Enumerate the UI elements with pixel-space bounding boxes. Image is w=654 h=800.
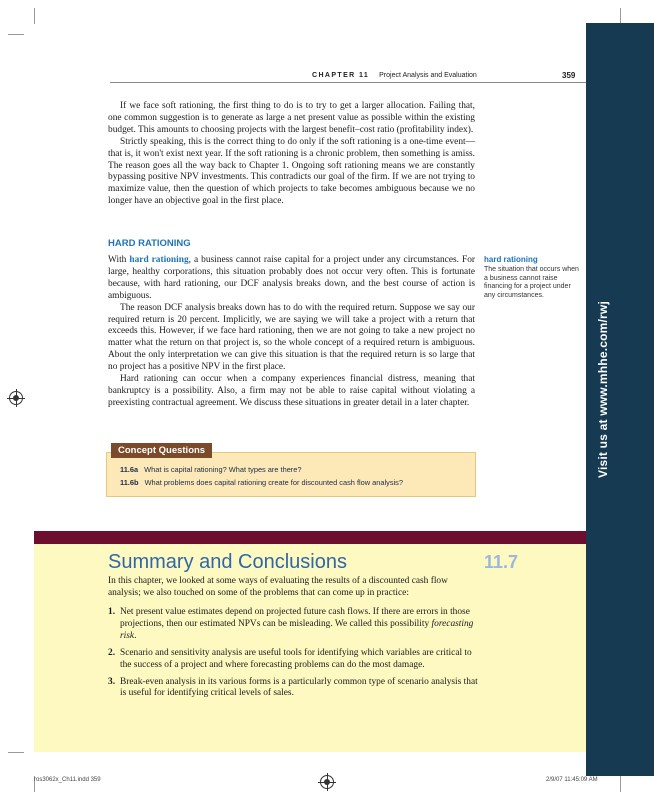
crop-mark bbox=[8, 34, 24, 35]
registration-mark-icon bbox=[320, 775, 334, 789]
summary-title: Summary and Conclusions bbox=[108, 551, 347, 573]
crop-mark bbox=[34, 8, 35, 24]
slug-timestamp: 2/9/07 11:45:09 AM bbox=[546, 777, 598, 783]
registration-mark-icon bbox=[9, 391, 23, 405]
list-number: 3. bbox=[108, 676, 116, 687]
section-heading-hard-rationing: HARD RATIONING bbox=[108, 238, 191, 249]
chapter-title: Project Analysis and Evaluation bbox=[379, 72, 477, 79]
paragraph: If we face soft rationing, the first thing to do is to try to get a larger allocation. Failing that, one common suggestion is to generate as large a net present value as possible within the existing budget. This amounts to choosing projects with the largest benefit–cost ratio (profitability index). bbox=[108, 101, 475, 135]
soft-rationing-text bbox=[108, 101, 475, 208]
question-text: What problems does capital rationing create for discounted cash flow analysis? bbox=[144, 478, 403, 487]
running-head bbox=[312, 72, 477, 79]
list-text: Net present value estimates depend on projected future cash flows. If there are errors in those projections, then our estimated NPVs can be misleading. We called this possibility bbox=[120, 607, 470, 629]
crop-mark bbox=[8, 752, 24, 753]
summary-intro: In this chapter, we looked at some ways of evaluating the results of a discounted cash flow analysis; we also touched on some of the problems that can come up in practice: bbox=[108, 576, 448, 598]
list-tail: . bbox=[134, 630, 137, 641]
list-emphasis: forecasting risk bbox=[120, 618, 474, 641]
paragraph-rest: , a business cannot raise capital for a project under any circumstances. For large, healthy corporations, this situation probably does not occur very often. This is fortunate because, with hard rationing, our DCF analysis breaks down, and the best course of action is ambiguous. bbox=[108, 255, 476, 301]
question-number: 11.6a bbox=[120, 465, 139, 474]
concept-question bbox=[120, 478, 403, 487]
concept-question bbox=[120, 465, 302, 474]
list-item bbox=[108, 677, 480, 701]
list-number: 2. bbox=[108, 647, 116, 658]
paragraph bbox=[108, 255, 475, 303]
list-text: Break-even analysis in its various forms is a particularly common type of scenario analysis that is useful for identifying critical levels of sales. bbox=[120, 676, 478, 699]
hard-rationing-text bbox=[108, 255, 475, 410]
question-text: What is capital rationing? What types are there? bbox=[144, 465, 302, 474]
list-text: Scenario and sensitivity analysis are useful tools for identifying which variables are critical to the success of a project and where forecasting problems can do the most damage. bbox=[120, 647, 472, 670]
section-divider-band bbox=[34, 531, 586, 544]
header-rule bbox=[110, 82, 586, 83]
crop-mark bbox=[620, 8, 621, 24]
paragraph: Hard rationing can occur when a company experiences financial distress, meaning that bankruptcy is a possibility. Also, a firm may not be able to raise capital without violating a preexisting contractual agreement. We discuss these situations in greater detail in a later chapter. bbox=[108, 374, 475, 408]
section-number: 11.7 bbox=[484, 552, 519, 572]
paragraph: Strictly speaking, this is the correct thing to do only if the soft rationing is a one-time event—that is, it won't exist next year. If the soft rationing is a chronic problem, then something is amiss. The reason goes all the way back to Chapter 1. Ongoing soft rationing means we are constantly bypassing positive NPV investments. This contradicts our goal of the firm. If we are not trying to maximize value, then the question of which projects to take becomes ambiguous because we no longer have an objective goal in the first place. bbox=[108, 136, 475, 207]
chapter-label: CHAPTER 11 bbox=[312, 72, 370, 79]
margin-definition bbox=[484, 255, 582, 300]
key-term: hard rationing bbox=[129, 255, 189, 265]
sidebar-url-text: Visit us at www.mhhe.com/rwj bbox=[596, 301, 610, 478]
paragraph-lead: With bbox=[108, 255, 130, 265]
margin-definition-text: The situation that occurs when a business cannot raise financing for a project under any circumstances. bbox=[484, 266, 579, 299]
question-number: 11.6b bbox=[120, 478, 139, 487]
page-number: 359 bbox=[562, 71, 576, 80]
list-item bbox=[108, 607, 480, 643]
list-item bbox=[108, 648, 480, 672]
list-number: 1. bbox=[108, 607, 116, 617]
crop-mark bbox=[620, 776, 621, 792]
margin-term: hard rationing bbox=[484, 255, 538, 264]
concept-questions-title: Concept Questions bbox=[111, 443, 212, 458]
summary-list bbox=[108, 607, 480, 705]
slug-file: ros3062x_Ch11.indd 359 bbox=[34, 777, 101, 783]
concept-questions-box bbox=[106, 452, 476, 497]
paragraph: The reason DCF analysis breaks down has to do with the required return. Suppose we say our required return is 20 percent. Implicitly, we are saying we will take a project with a return that exceeds this. However, if we face hard rationing, then we are not going to take a new project no matter what the return on that project is, so the whole concept of a required return is ambiguous. About the only interpretation we can give this situation is that the required return is so large that no project has a positive NPV in the first place. bbox=[108, 302, 475, 373]
